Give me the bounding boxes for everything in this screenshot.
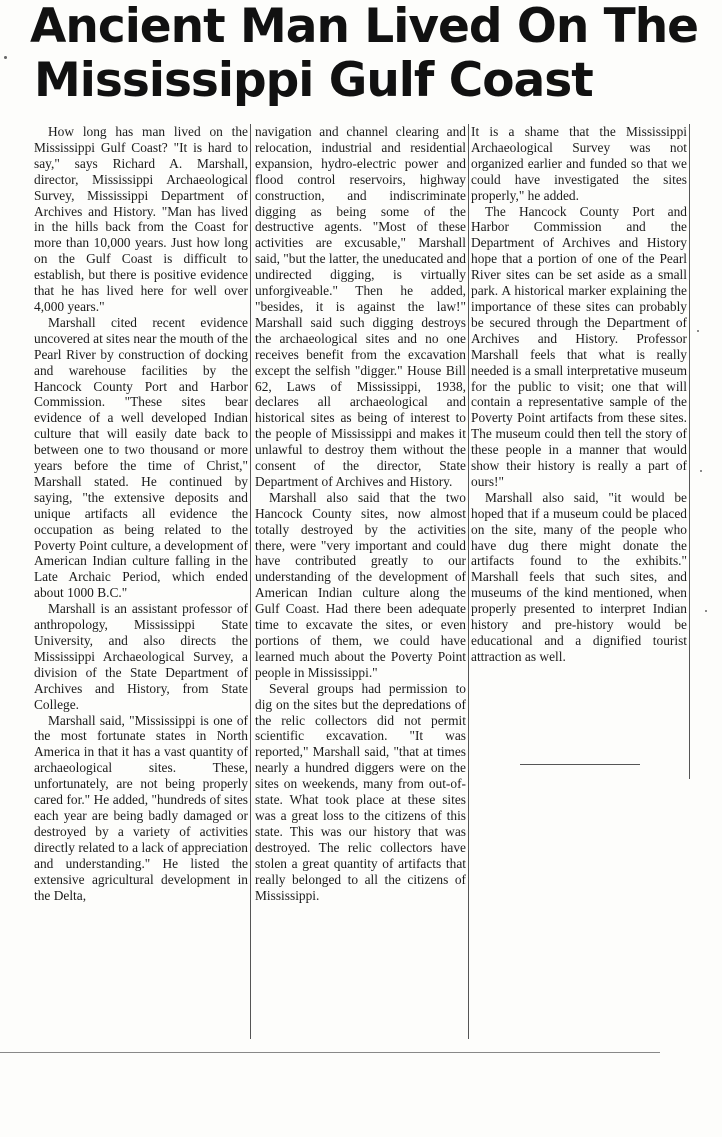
print-speck <box>705 610 707 612</box>
paragraph: Marshall said, "Mississippi is one of the most fortunate states in North America in that it has a vast quantity of archaeological sites. These, unfortunately, are not being properly cared for." He added, "hundreds of sites each year are being badly damaged or destroyed by a variety of activities directly related to a lack of appreciation and understanding." He listed the extensive agricultural development in the Delta, <box>34 712 248 903</box>
print-speck <box>700 470 702 472</box>
article-column-1 <box>34 124 248 903</box>
headline-line-1: Ancient Man Lived On The <box>30 0 699 54</box>
paragraph: Marshall also said, "it would be hoped that if a museum could be placed on the site, many of the people who have dug there might donate the artifacts found to the exhibits." Marshall feels that such sites, and museums of the kind mentioned, when properly presented to interpret Indian history and pre-history would be educational and a dignified tourist attraction as well. <box>471 489 687 664</box>
paragraph: Marshall also said that the two Hancock County sites, now almost totally destroyed by the activities there, were "very important and could have contributed greatly to our understanding of the development of American Indian culture along the Gulf Coast. Had there been adequate time to excavate the sites, or even portions of them, we could have learned much about the Poverty Point people in Mississippi." <box>255 489 466 680</box>
column-rule-2 <box>468 124 469 1039</box>
end-rule <box>520 764 640 765</box>
paragraph: The Hancock County Port and Harbor Commission and the Department of Archives and History hope that a portion of one of the Pearl River sites can be set aside as a small park. A historical marker explaining the importance of these sites can probably be secured through the Department of Archives and History. Professor Marshall feels that what is really needed is a small interpretative museum for the public to visit; one that will contain a representative sample of the Poverty Point artifacts from these sites. The museum could then tell the story of these people in a manner that would show their history is really a part of ours!" <box>471 203 687 489</box>
print-speck <box>697 330 699 332</box>
paragraph: How long has man lived on the Mississippi Gulf Coast? "It is hard to say," says Richard A. Marshall, director, Mississippi Archaeological Survey, Mississippi Department of Archives and History. "Man has lived in the hills back from the Coast for more than 10,000 years. Just how long on the Gulf Coast is difficult to establish, but there is positive evidence that he has lived here for well over 4,000 years." <box>34 124 248 314</box>
article-column-3 <box>471 124 687 665</box>
column-rule-1 <box>250 124 251 1039</box>
paragraph: Marshall is an assistant professor of anthropology, Mississippi State University, and also directs the Mississippi Archaeological Survey, a division of the State Department of Archives and History, from State College. <box>34 601 248 712</box>
column-rule-3 <box>689 124 690 779</box>
print-speck <box>4 56 7 59</box>
headline-line-2: Mississippi Gulf Coast <box>34 53 593 108</box>
article-column-2 <box>255 124 466 903</box>
page-bottom-rule <box>0 1052 660 1053</box>
paragraph: Several groups had permission to dig on the sites but the depredations of the relic collectors did not permit scientific excavation. "It was reported," Marshall said, "that at times nearly a hundred diggers were on the sites on weekends, many from out-of-state. What took place at these sites was a great loss to the citizens of this state. This was our history that was destroyed. The relic collectors have stolen a great quantity of artifacts that really belonged to all the citizens of Mississippi. <box>255 680 466 903</box>
paragraph: Marshall cited recent evidence uncovered at sites near the mouth of the Pearl River by construction of docking and warehouse facilities by the Hancock County Port and Harbor Commission. "These sites bear evidence of a well developed Indian culture that will easily date back to between one to two thousand or more years before the time of Christ," Marshall stated. He continued by saying, "the extensive deposits and unique artifacts all evidence the occupation as being related to the Poverty Point culture, a development of American Indian culture falling in the Late Archaic Period, which ended about 1000 B.C." <box>34 314 248 601</box>
paragraph: navigation and channel clearing and relocation, industrial and residential expansion, hydro-electric power and flood control reservoirs, highway construction, and indiscriminate digging as being some of the destructive agents. "Most of these activities are excusable," Marshall said, "but the latter, the uneducated and undirected digging, is virtually unforgiveable." Then he added, "besides, it is against the law!" Marshall said such digging destroys the archaeological sites and no one receives benefit from the excavation except the selfish "digger." House Bill 62, Laws of Mississippi, 1938, declares all archaeological and historical sites as being of interest to the people of Mississippi and makes it unlawful to destroy them without the consent of the director, State Department of Archives and History. <box>255 124 466 489</box>
article-headline <box>30 0 700 108</box>
paragraph: It is a shame that the Mississippi Archaeological Survey was not organized earlier and funded so that we could have investigated the sites properly," he added. <box>471 124 687 203</box>
